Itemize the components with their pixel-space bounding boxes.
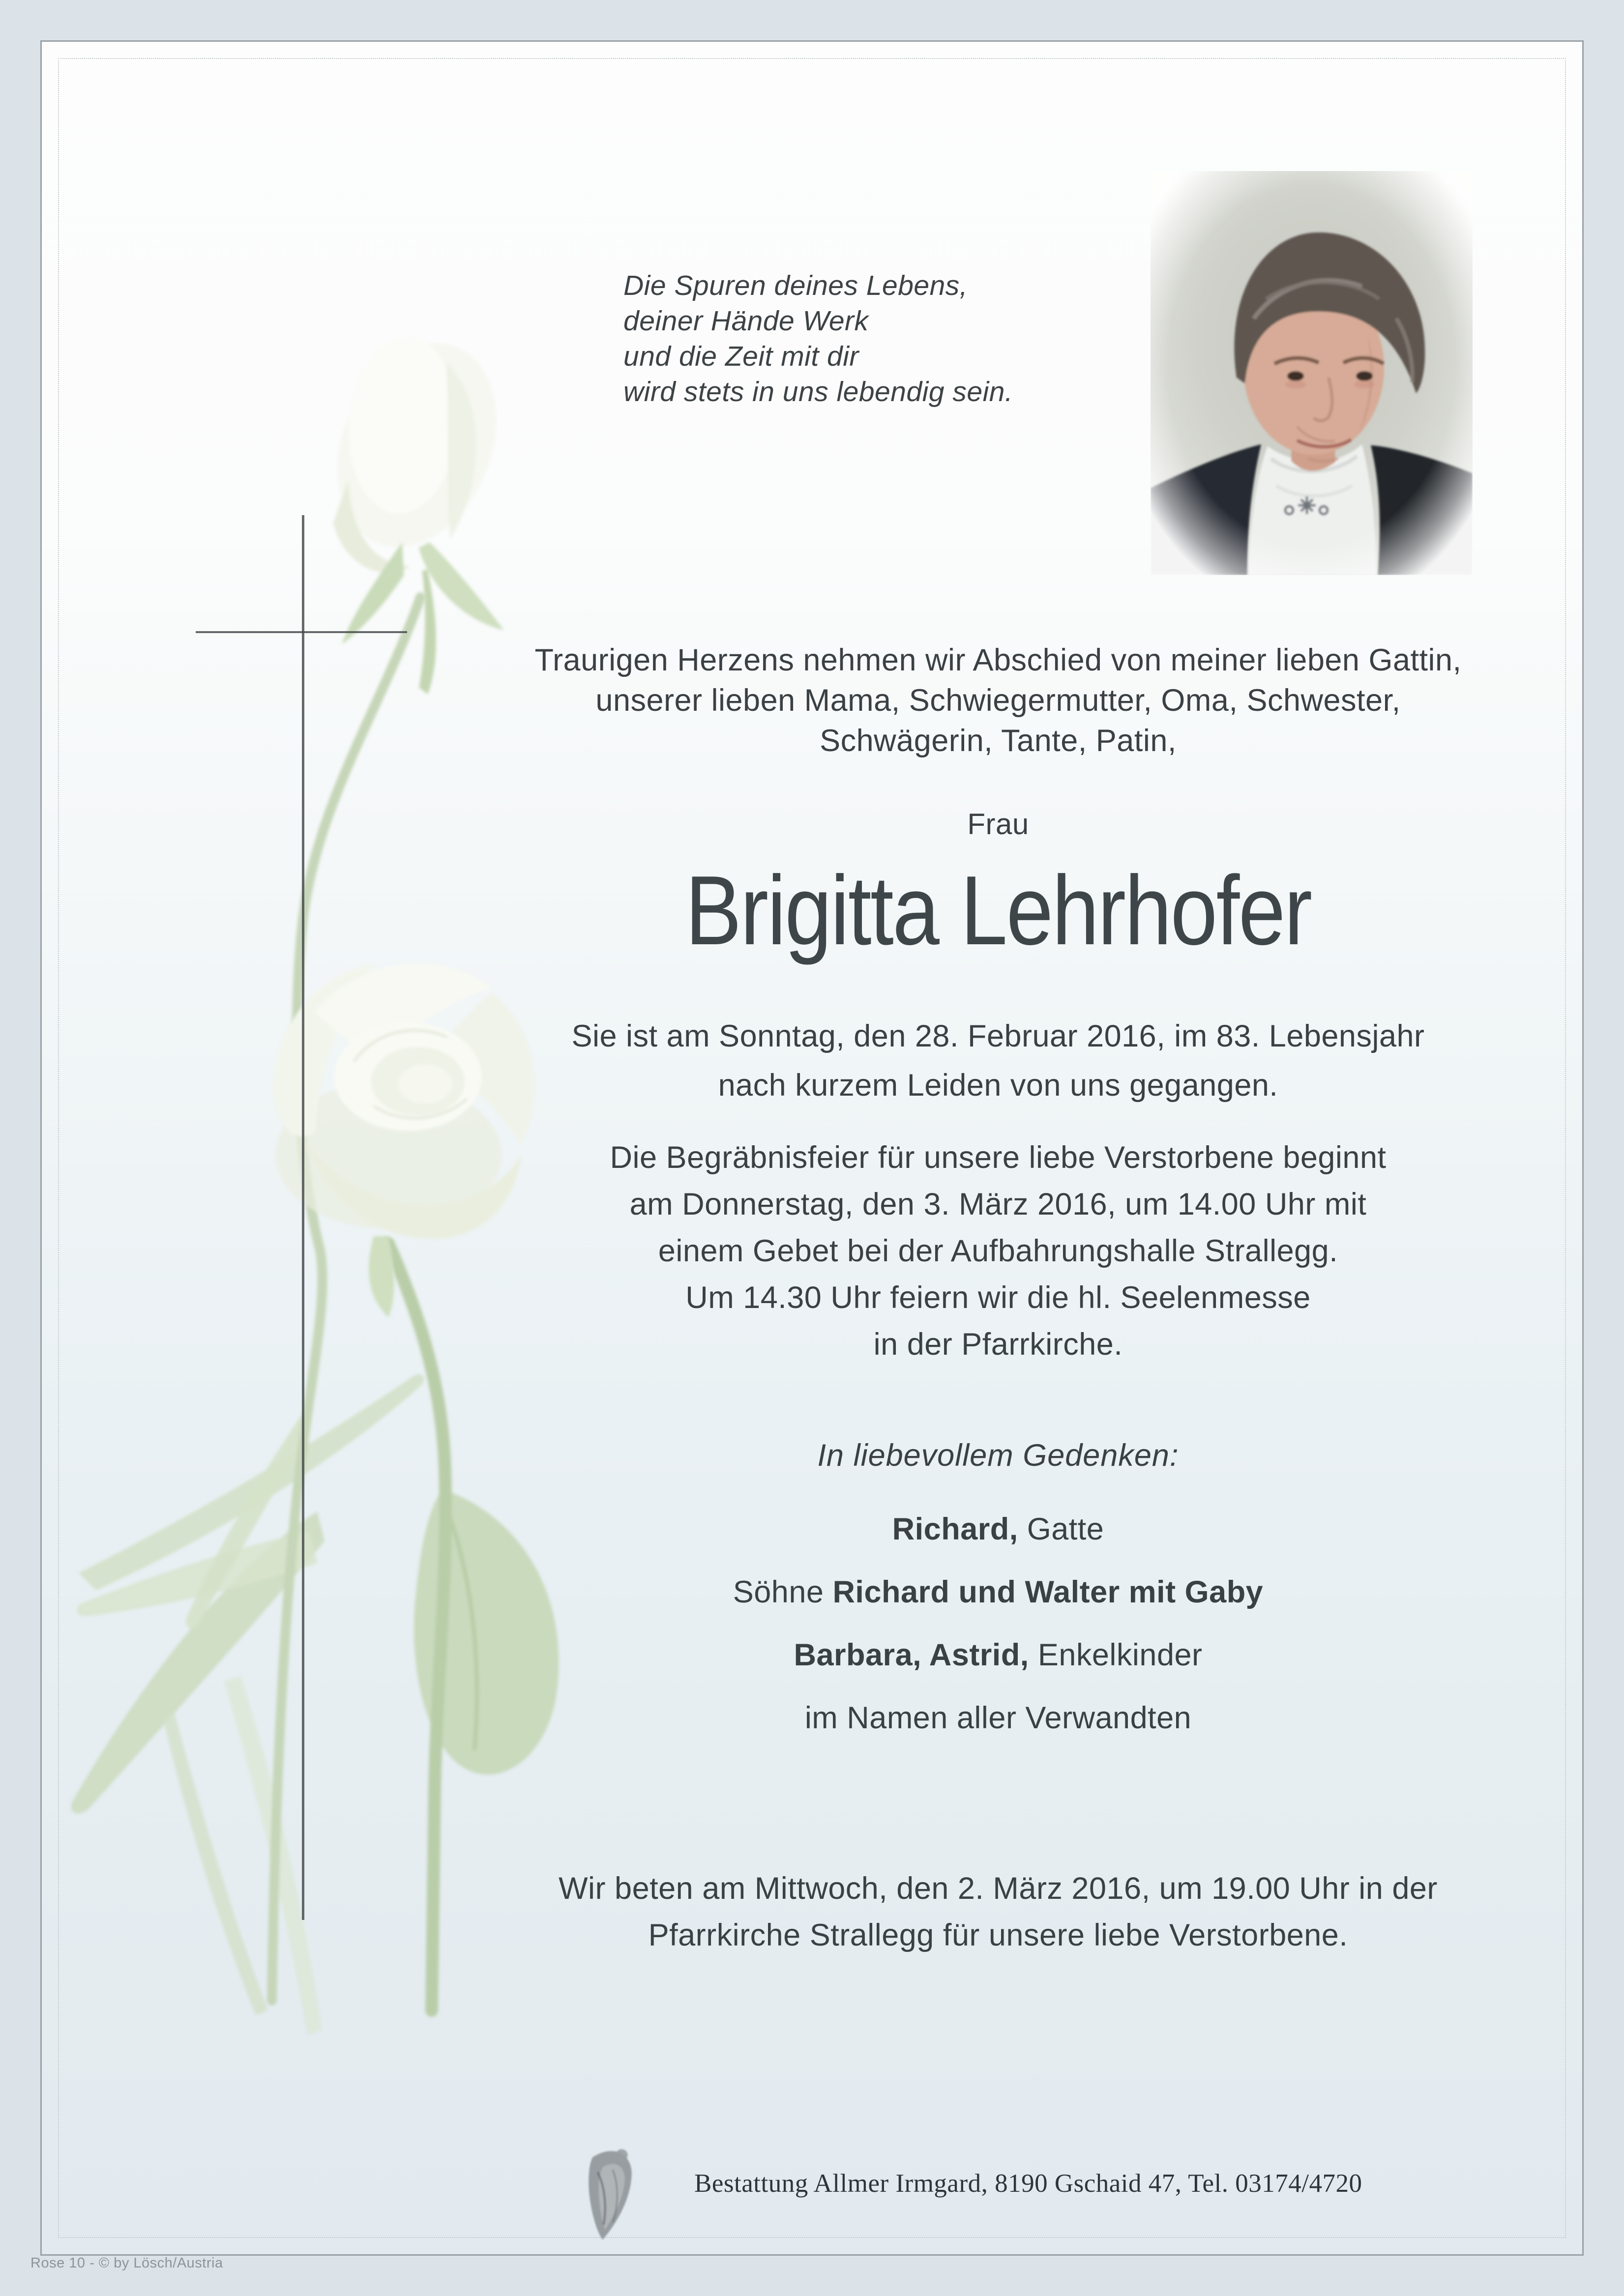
entry-names: Barbara, Astrid, <box>794 1638 1029 1672</box>
deceased-name <box>511 854 1485 967</box>
memorial-poem <box>623 268 1312 409</box>
death-notice-line: Sie ist am Sonntag, den 28. Februar 2016, im 83. Lebensjahr <box>571 1019 1425 1053</box>
mourning-announcement <box>511 640 1485 761</box>
funeral-home-logo <box>583 2142 638 2244</box>
announcement-line: unserer lieben Mama, Schwiegermutter, Oma, Schwester, <box>595 683 1401 718</box>
announcement-line: Traurigen Herzens nehmen wir Abschied von meiner lieben Gattin, <box>534 643 1462 677</box>
death-notice-line: nach kurzem Leiden von uns gegangen. <box>718 1068 1278 1103</box>
remembrance-entry <box>511 1700 1485 1736</box>
prayer-notice-line: Wir beten am Mittwoch, den 2. März 2016, um 19.00 Uhr in der <box>559 1871 1438 1906</box>
entry-suffix: Gatte <box>1018 1512 1104 1546</box>
remembrance-entry <box>511 1574 1485 1610</box>
remembrance-entry <box>511 1637 1485 1673</box>
prayer-notice <box>511 1865 1485 1959</box>
funeral-notice-line: einem Gebet bei der Aufbahrungshalle Strallegg. <box>658 1234 1338 1268</box>
announcement-line: Schwägerin, Tante, Patin, <box>820 724 1177 758</box>
funeral-home-info: Bestattung Allmer Irmgard, 8190 Gschaid 47, Tel. 03174/4720 <box>694 2169 1362 2198</box>
entry-prefix: im Namen aller Verwandten <box>804 1701 1192 1735</box>
poem-line: und die Zeit mit dir <box>623 341 859 372</box>
remembrance-entry <box>511 1511 1485 1547</box>
funeral-notice-line: am Donnerstag, den 3. März 2016, um 14.00 Uhr mit <box>629 1187 1367 1221</box>
entry-names: Richard, <box>892 1512 1018 1546</box>
poem-line: wird stets in uns lebendig sein. <box>623 376 1013 407</box>
entry-prefix: Söhne <box>733 1575 833 1609</box>
poem-line: Die Spuren deines Lebens, <box>623 270 968 301</box>
funeral-notice <box>511 1134 1485 1368</box>
salutation: Frau <box>967 808 1029 841</box>
poem-line: deiner Hände Werk <box>623 305 869 337</box>
prayer-notice-line: Pfarrkirche Strallegg für unsere liebe Verstorbene. <box>648 1918 1348 1952</box>
remembrance-heading: In liebevollem Gedenken: <box>817 1438 1179 1473</box>
artwork-copyright: Rose 10 - © by Lösch/Austria <box>30 2255 223 2271</box>
funeral-notice-line: in der Pfarrkirche. <box>873 1327 1123 1362</box>
death-notice <box>511 1012 1485 1110</box>
deceased-name-text: Brigitta Lehrhofer <box>685 856 1311 965</box>
entry-names: Richard und Walter mit Gaby <box>832 1575 1264 1609</box>
funeral-notice-line: Die Begräbnisfeier für unsere liebe Verstorbene beginnt <box>610 1140 1387 1175</box>
funeral-notice-line: Um 14.30 Uhr feiern wir die hl. Seelenmesse <box>685 1280 1311 1315</box>
entry-suffix: Enkelkinder <box>1029 1638 1203 1672</box>
angel-figure-icon <box>589 2149 632 2239</box>
